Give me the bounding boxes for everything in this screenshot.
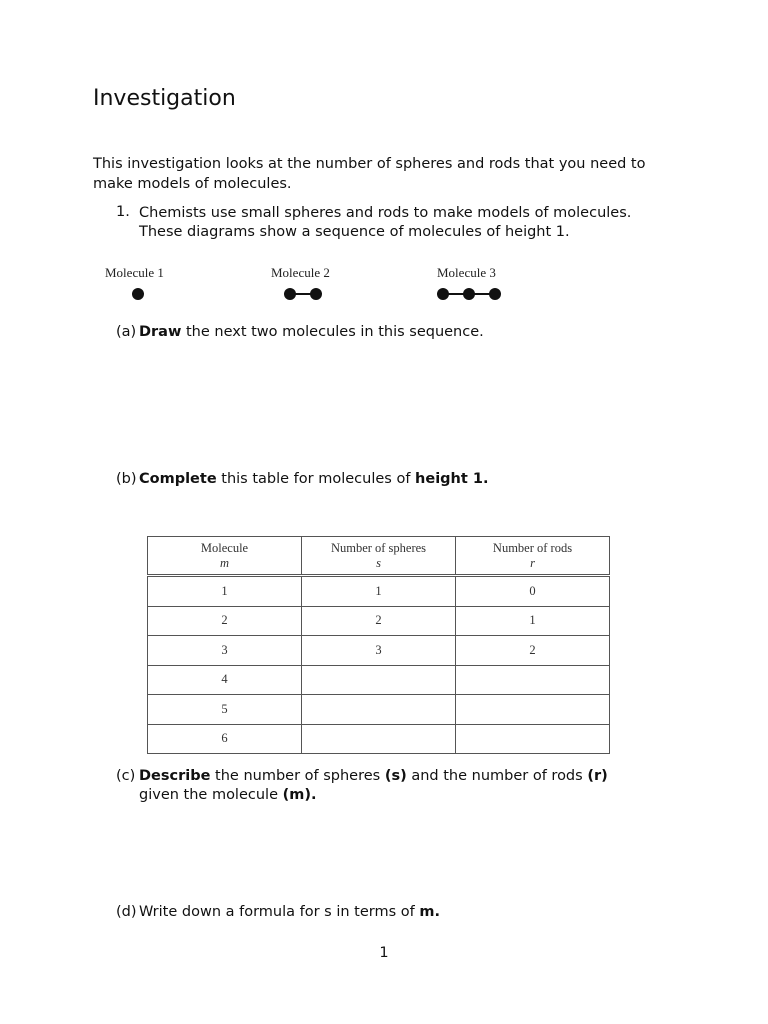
molecule-1-label: Molecule 1 [105,265,164,280]
table-row [148,665,610,695]
cell-spheres: 3 [302,636,456,666]
table-row [148,724,610,754]
cell-rods-blank[interactable] [456,724,610,754]
cell-molecule: 5 [148,695,302,725]
header-rods: Number of rods r [456,537,610,576]
sphere [489,288,501,300]
page-title: Investigation [93,86,236,111]
var-s: (s) [384,768,407,784]
part-d-text: Write down a formula for s in terms of [139,904,420,920]
sphere [310,288,322,300]
part-c-keyword: Describe [139,768,211,784]
part-b-text: this table for molecules of [216,471,416,487]
part-b-keyword-2: height 1. [415,471,489,487]
question-line-1: Chemists use small spheres and rods to make models of molecules. [139,205,632,221]
header-spheres: Number of spheres s [302,537,456,576]
cell-molecule: 1 [148,576,302,607]
header-molecule: Molecule m [148,537,302,576]
question-line-2: These diagrams show a sequence of molecules of height 1. [139,224,570,240]
part-c-label: (c) [116,768,136,784]
part-a-label: (a) [116,324,137,340]
molecule-3-label: Molecule 3 [437,265,496,280]
sphere [132,288,144,300]
var-r: (r) [587,768,608,784]
table-row [148,576,610,607]
cell-rods: 2 [456,636,610,666]
question-text [139,204,699,242]
cell-rods-blank[interactable] [456,665,610,695]
sphere [284,288,296,300]
molecule-2-label: Molecule 2 [271,265,330,280]
cell-molecule: 3 [148,636,302,666]
cell-spheres-blank[interactable] [302,665,456,695]
cell-rods: 1 [456,606,610,636]
molecule-table [147,536,610,754]
page-number: 1 [379,945,389,961]
cell-rods: 0 [456,576,610,607]
molecule-2-diagram [284,288,322,300]
question-number: 1. [116,204,130,220]
part-b-keyword: Complete [139,471,217,487]
table-header-row [148,537,610,576]
sphere [463,288,475,300]
cell-rods-blank[interactable] [456,695,610,725]
var-m: (m). [282,787,317,803]
cell-spheres: 2 [302,606,456,636]
table-row [148,695,610,725]
cell-spheres-blank[interactable] [302,695,456,725]
cell-spheres: 1 [302,576,456,607]
sphere [437,288,449,300]
molecule-1-diagram [132,288,144,300]
part-d-label: (d) [116,904,137,920]
part-d-keyword: m. [419,904,440,920]
table-row [148,606,610,636]
cell-molecule: 6 [148,724,302,754]
cell-molecule: 2 [148,606,302,636]
molecule-3-diagram [437,288,501,300]
intro-paragraph: This investigation looks at the number of spheres and rods that you need to make models of molecules. [93,156,646,192]
table-row [148,636,610,666]
cell-spheres-blank[interactable] [302,724,456,754]
part-b-label: (b) [116,471,137,487]
cell-molecule: 4 [148,665,302,695]
part-a-text: the next two molecules in this sequence. [181,324,484,340]
molecule-diagrams [100,280,520,310]
part-a-keyword: Draw [139,324,182,340]
